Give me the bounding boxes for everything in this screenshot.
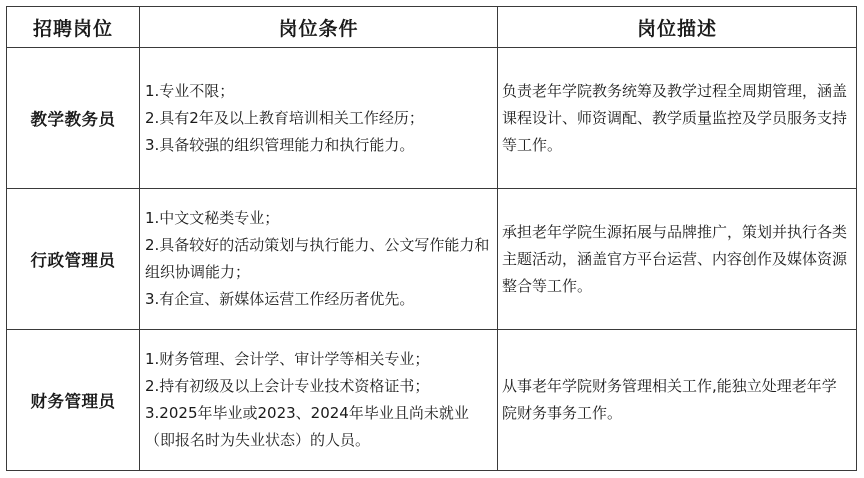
post-description: 从事老年学院财务管理相关工作,能独立处理老年学院财务事务工作。 xyxy=(498,330,857,471)
condition-item: 2.持有初级及以上会计专业技术资格证书； xyxy=(145,377,430,395)
header-post: 招聘岗位 xyxy=(7,7,140,48)
table-row xyxy=(7,189,857,330)
condition-item: 2.具有2年及以上教育培训相关工作经历； xyxy=(145,108,424,127)
condition-item: 1.中文文秘类专业； xyxy=(145,209,280,227)
condition-item: 1.财务管理、会计学、审计学等相关专业； xyxy=(145,350,430,368)
table-row xyxy=(7,48,857,189)
condition-item: 3.具备较强的组织管理能力和执行能力。 xyxy=(145,135,415,154)
header-description: 岗位描述 xyxy=(498,7,857,48)
header-row xyxy=(7,7,857,48)
table-body xyxy=(7,48,857,471)
post-name: 财务管理员 xyxy=(7,330,140,471)
header-conditions: 岗位条件 xyxy=(140,7,498,48)
post-name: 行政管理员 xyxy=(7,189,140,330)
recruitment-table xyxy=(6,6,857,471)
post-conditions xyxy=(140,189,498,330)
table-header xyxy=(7,7,857,48)
condition-item: 1.专业不限； xyxy=(145,81,235,100)
post-name: 教学教务员 xyxy=(7,48,140,189)
post-conditions xyxy=(140,330,498,471)
condition-item: 2.具备较好的活动策划与执行能力、公文写作能力和组织协调能力； xyxy=(145,236,490,281)
condition-item: 3.2025年毕业或2023、2024年毕业且尚未就业（即报名时为失业状态）的人员。 xyxy=(145,404,469,449)
table-row xyxy=(7,330,857,471)
condition-item: 3.有企宣、新媒体运营工作经历者优先。 xyxy=(145,290,415,308)
post-description: 负责老年学院教务统筹及教学过程全周期管理，涵盖课程设计、师资调配、教学质量监控及学员服务支持等工作。 xyxy=(498,48,857,189)
post-conditions xyxy=(140,48,498,189)
post-description: 承担老年学院生源拓展与品牌推广，策划并执行各类主题活动，涵盖官方平台运营、内容创作及媒体资源整合等工作。 xyxy=(498,189,857,330)
